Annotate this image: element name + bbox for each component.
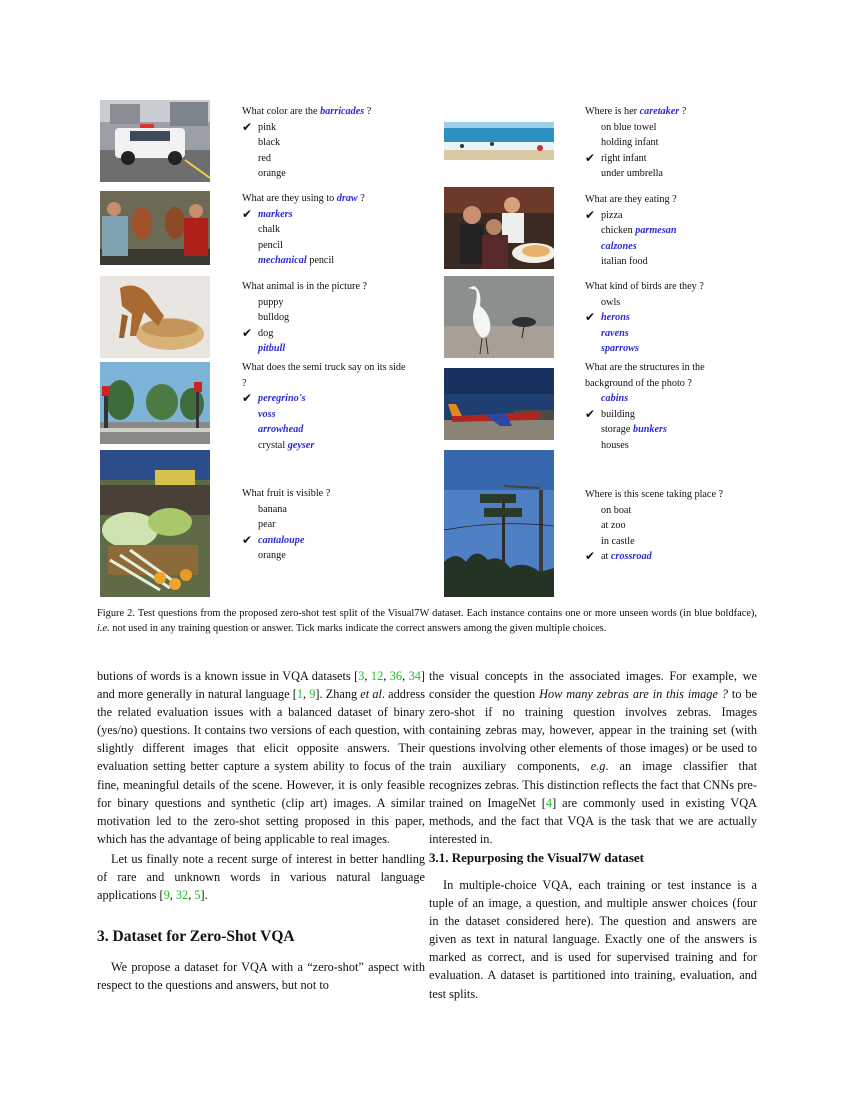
left-paragraph-3: We propose a dataset for VQA with a “zero-shot” aspect with respect to the questions and answers, but not to: [97, 960, 425, 993]
figure-caption: [97, 606, 757, 637]
check-icon: ✔: [242, 325, 253, 340]
question-text: Where is her caretaker ?: [585, 106, 687, 117]
photo-road-trees: [100, 362, 210, 444]
unseen-word: calzones: [601, 240, 637, 252]
answer-choice: [242, 310, 412, 326]
answer-choice: [242, 502, 412, 518]
qa-left-1: [242, 104, 412, 182]
qa-right-3: [585, 279, 755, 357]
unseen-word: parmesan: [635, 225, 677, 237]
question-text: What color are the barricades ?: [242, 106, 372, 117]
answer-text: [258, 343, 285, 354]
answer-text: houses: [601, 439, 629, 451]
qa-left-3: [242, 279, 412, 357]
answer-choice: [585, 534, 755, 550]
citation-link[interactable]: 1: [296, 687, 304, 702]
question-text: What kind of birds are they ?: [585, 281, 704, 292]
right-paragraph-2: In multiple-choice VQA, each training or test instance is a tuple of an image, a question, and multiple answer choices (four in the dataset considered here). The question and answers are given as text in natural language. Exactly one of the answers is marked as correct, and is used for supervised training and for evaluation. A dataset is partitioned into training, evaluation, and test splits.: [429, 878, 757, 1001]
answer-text: [258, 393, 306, 404]
answer-choice: [585, 310, 755, 326]
qa-left-4: [242, 360, 407, 454]
answer-text: red: [258, 152, 272, 164]
answer-choice: [585, 503, 755, 519]
unseen-word: herons: [601, 312, 630, 324]
unseen-word: ravens: [601, 327, 629, 339]
section-heading-3: 3. Dataset for Zero-Shot VQA: [97, 928, 295, 945]
answer-text: dog: [258, 327, 274, 339]
answer-choice: [242, 438, 407, 454]
check-icon: ✔: [242, 532, 253, 547]
unseen-word: bunkers: [632, 424, 667, 436]
answer-choice: [585, 120, 755, 136]
answer-text: right infant: [601, 152, 647, 164]
photo-crossroad: [444, 450, 554, 597]
answer-text: chalk: [258, 224, 281, 236]
right-column: [429, 667, 757, 848]
unseen-word: geyser: [287, 439, 315, 451]
answer-text: [601, 328, 629, 339]
photo-beach: [444, 122, 554, 160]
answer-choice: [585, 166, 755, 182]
answer-choice: [585, 223, 755, 239]
answer-choice: [242, 222, 412, 238]
question-text: What are they eating ?: [585, 194, 677, 205]
caption-ie: i.e.: [97, 623, 110, 635]
right-paragraph-1: the visual concepts in the associated images. For example, we consider the question How many zebras are in this image ? to be zero-shot if no training question involves zebras. Images containing zebras may, however, appear in the training set (with questions involving other elements of those images) or be used to train auxiliary components, e.g. an image classifier that recognizes zebras. This distinction reflects the fact that CNNs pre-trained on ImageNet [4] are commonly used in existing VQA methods, and the fact that VQA is the task that we are actually interested in.: [429, 669, 757, 846]
answer-text: pear: [258, 519, 276, 531]
check-icon: ✔: [585, 549, 596, 564]
question-text: What does the semi truck say on its side ?: [242, 362, 406, 389]
citation-link[interactable]: 5: [194, 888, 201, 903]
question-text: What are the structures in the background of the photo ?: [585, 362, 705, 389]
check-icon: ✔: [585, 406, 596, 421]
unseen-word: mechanical: [258, 255, 307, 267]
answer-choice: [585, 518, 755, 534]
answer-text: [258, 535, 304, 546]
answer-choice: [585, 208, 755, 224]
check-icon: ✔: [585, 207, 596, 222]
answer-choice: [242, 326, 412, 342]
answer-text: on blue towel: [601, 121, 657, 133]
unseen-word: voss: [258, 408, 276, 420]
answer-text: banana: [258, 503, 287, 515]
answer-choice: [242, 407, 407, 423]
caption-label: Figure 2.: [97, 608, 135, 619]
answer-choice: [242, 391, 407, 407]
caption-text-2: not used in any training question or answer. Tick marks indicate the correct answers among the given multiple choices.: [109, 623, 607, 635]
answer-text: orange: [258, 550, 286, 562]
answer-choice: [585, 295, 755, 311]
answer-choice: [242, 548, 412, 564]
answer-text: [258, 424, 303, 435]
unseen-word: sparrows: [601, 343, 639, 355]
answer-text: owls: [601, 296, 621, 308]
italic-text: et al: [360, 687, 382, 702]
answer-text: at crossroad: [601, 551, 652, 563]
unseen-word: markers: [258, 208, 293, 220]
answer-text: at zoo: [601, 520, 626, 532]
answer-text: chicken parmesan: [601, 225, 677, 237]
citation-link[interactable]: 9: [163, 888, 170, 903]
subsection-heading-3-1: 3.1. Repurposing the Visual7W dataset: [429, 850, 645, 865]
citation-link[interactable]: 3: [358, 669, 365, 683]
unseen-word: crossroad: [610, 551, 652, 563]
unseen-word: cabins: [601, 393, 629, 405]
question-text: What fruit is visible ?: [242, 488, 331, 499]
answer-text: pencil: [258, 239, 283, 251]
photo-market: [100, 450, 210, 597]
answer-text: under umbrella: [601, 168, 663, 180]
citation-link[interactable]: 4: [545, 795, 553, 810]
answer-text: [601, 241, 637, 252]
photo-herons: [444, 276, 554, 358]
unseen-word: cantaloupe: [258, 534, 305, 546]
qa-right-2: [585, 192, 755, 270]
answer-choice: [585, 135, 755, 151]
answer-choice: [585, 239, 755, 255]
answer-choice: [585, 326, 755, 342]
qa-left-2: [242, 191, 412, 269]
answer-choice: [242, 422, 407, 438]
unseen-word: barricades: [320, 106, 365, 117]
unseen-word: arrowhead: [258, 424, 304, 436]
answer-choice: [585, 254, 755, 270]
question-text: What are they using to draw ?: [242, 193, 365, 204]
question-text: What animal is in the picture ?: [242, 281, 368, 292]
check-icon: ✔: [242, 206, 253, 221]
unseen-word: peregrino's: [258, 393, 306, 405]
left-column: [97, 667, 425, 904]
citation-link[interactable]: 12: [370, 669, 384, 683]
qa-right-1: [585, 104, 755, 182]
answer-text: [601, 312, 630, 323]
qa-right-4: [585, 360, 750, 454]
answer-text: [258, 209, 293, 220]
answer-text: in castle: [601, 535, 635, 547]
answer-choice: [242, 135, 412, 151]
check-icon: ✔: [585, 150, 596, 165]
answer-choice: [585, 549, 755, 565]
photo-airplane: [444, 368, 554, 440]
citation-link[interactable]: 36: [389, 669, 403, 683]
italic-text: How many zebras are in this image ?: [539, 687, 728, 702]
answer-choice: [242, 120, 412, 136]
answer-text: orange: [258, 168, 286, 180]
check-icon: ✔: [585, 310, 596, 325]
answer-choice: [585, 391, 750, 407]
caption-text-1: Test questions from the proposed zero-shot test split of the Visual7W dataset. Each instance contains one or more unseen words (in blue boldface),: [134, 608, 757, 619]
answer-text: crystal geyser: [258, 439, 315, 451]
answer-choice: [242, 253, 412, 269]
answer-choice: [242, 151, 412, 167]
photo-dog-bowl: [100, 276, 210, 358]
answer-choice: [242, 207, 412, 223]
answer-text: building: [601, 408, 635, 420]
answer-choice: [242, 166, 412, 182]
answer-choice: [585, 438, 750, 454]
answer-text: [258, 409, 276, 420]
unseen-word: draw: [336, 193, 358, 204]
answer-choice: [242, 533, 412, 549]
answer-choice: [242, 238, 412, 254]
answer-choice: [585, 422, 750, 438]
answer-text: mechanical pencil: [258, 255, 335, 267]
citation-link[interactable]: 34: [408, 669, 421, 683]
answer-choice: [242, 295, 412, 311]
answer-text: [601, 343, 639, 354]
answer-choice: [585, 151, 755, 167]
answer-text: bulldog: [258, 312, 290, 324]
photo-people-eating: [444, 187, 554, 269]
answer-text: puppy: [258, 296, 284, 308]
left-paragraph-2: Let us finally note a recent surge of interest in better handling of rare and unknown words in various natural language applications [9, 32, 5].: [97, 851, 425, 903]
italic-text: e.g: [590, 759, 606, 774]
qa-left-5: [242, 486, 412, 564]
unseen-word: pitbull: [258, 343, 286, 355]
photo-people-vases: [100, 191, 210, 265]
answer-text: black: [258, 137, 281, 149]
answer-choice: [585, 407, 750, 423]
answer-text: italian food: [601, 256, 648, 268]
check-icon: ✔: [242, 119, 253, 134]
citation-link[interactable]: 32: [175, 888, 189, 903]
answer-text: pizza: [601, 209, 623, 221]
left-paragraph-1: butions of words is a known issue in VQA datasets [3, 12, 36, 34] and more generally in natural language [1, 9]. Zhang et al. address the related evaluation issues with a balanced dataset of binary (yes/no) questions. It contains two versions of each question, with slightly different images that elicit opposite answers. Their evaluation setting better capture a system ability to focus of the fine, meaningful details of the scene. However, it is only feasible for binary questions and synthetic (clip art) images. A similar motivation led to the zero-shot setting proposed in this paper, which has the advantage of being applicable to real images.: [97, 669, 426, 846]
answer-text: [601, 393, 628, 404]
answer-text: storage bunkers: [601, 424, 667, 436]
answer-choice: [242, 517, 412, 533]
qa-right-5: [585, 487, 755, 565]
answer-text: pink: [258, 121, 277, 133]
photo-police-suv: [100, 100, 210, 182]
answer-choice: [242, 341, 412, 357]
citation-link[interactable]: 9: [309, 687, 316, 702]
answer-choice: [585, 341, 755, 357]
check-icon: ✔: [242, 391, 253, 406]
left-column-bottom: [97, 958, 425, 994]
answer-text: holding infant: [601, 137, 659, 149]
answer-text: on boat: [601, 504, 632, 516]
right-column-bottom: [429, 876, 757, 1003]
question-text: Where is this scene taking place ?: [585, 489, 724, 500]
unseen-word: caretaker: [639, 106, 680, 117]
